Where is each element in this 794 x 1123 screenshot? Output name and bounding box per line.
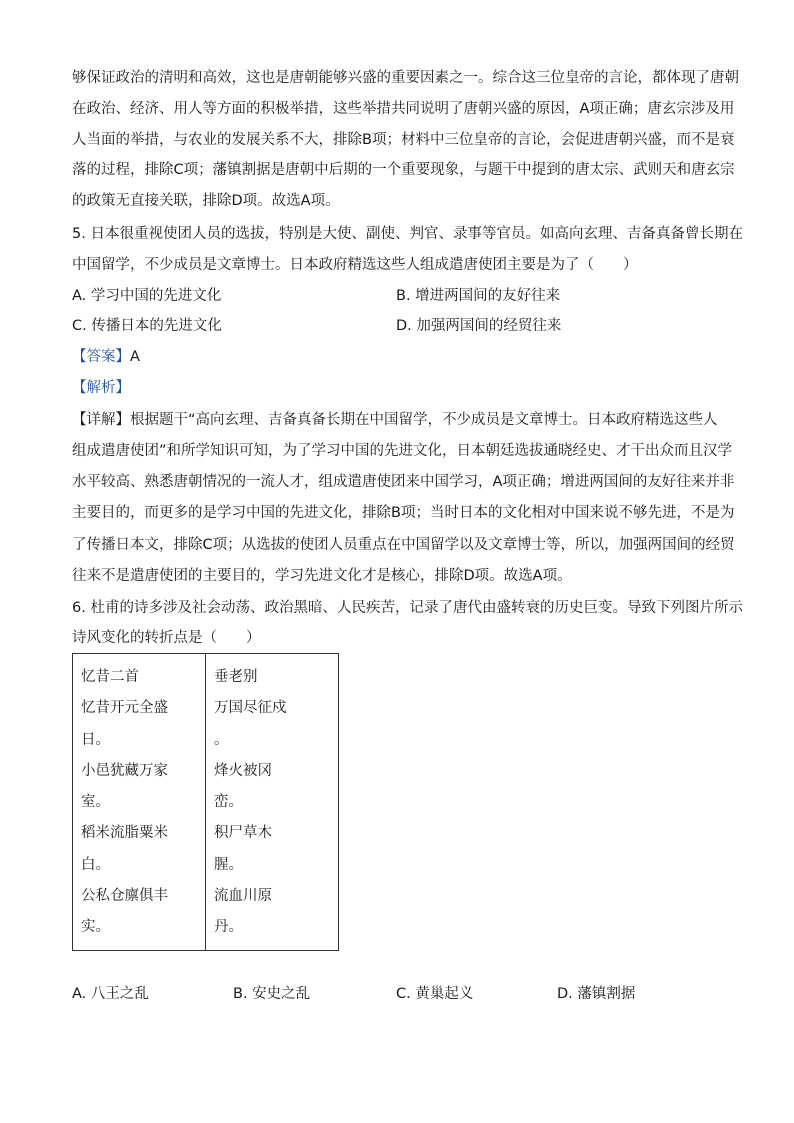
intro-line-2: 在政治、经济、用人等方面的积极举措，这些举措共同说明了唐朝兴盛的原因，A项正确；唐玄宗涉及用	[72, 101, 735, 117]
poem-line: 公私仓廪俱丰	[81, 888, 168, 905]
q5-detail-line-1	[72, 410, 718, 430]
detail-tag: 【详解】	[72, 412, 130, 428]
intro-line-5: 的政策无直接关联，排除D项。故选A项。	[72, 193, 340, 209]
poem-line: 日。	[81, 731, 110, 748]
intro-line-3: 人当面的举措，与农业的发展关系不大，排除B项；材料中三位皇帝的言论，会促进唐朝兴盛，而不是衰	[72, 132, 735, 148]
q5-detail-line-4: 主要目的，而更多的是学习中国的先进文化，排除B项；当时日本的文化相对中国来说不够先进，不是为	[72, 505, 735, 521]
q5-detail-line-3: 水平较高、熟悉唐朝情况的一流人才，组成遣唐使团来中国学习，A项正确；增进两国间的友好往来并非	[72, 474, 735, 490]
q6-option-a: A. 八王之乱	[72, 986, 149, 1002]
poem-table	[72, 653, 339, 951]
answer-tag: 【答案】	[72, 349, 130, 365]
q5-option-a: A. 学习中国的先进文化	[72, 288, 222, 304]
poem-line: 万国尽征戍	[214, 700, 287, 717]
q6-stem-line-1: 6. 杜甫的诗多涉及社会动荡、政治黑暗、人民疾苦，记录了唐代由盛转衰的历史巨变。导致下列图片所示	[72, 600, 743, 616]
q5-option-c: C. 传播日本的先进文化	[72, 318, 222, 334]
poem-line: 峦。	[214, 794, 243, 811]
q6-option-d: D. 藩镇割据	[557, 986, 636, 1002]
poem-line: 白。	[81, 856, 110, 873]
q6-stem-line-2: 诗风变化的转折点是（ ）	[72, 630, 261, 646]
q5-option-b: B. 增进两国间的友好往来	[396, 288, 561, 304]
poem-line: 忆昔二首	[81, 669, 139, 685]
poem-line: 稻米流脂粟米	[81, 825, 168, 842]
poem-line: 积尸草木	[214, 825, 272, 842]
poem-line: 忆昔开元全盛	[81, 700, 168, 717]
q5-option-d: D. 加强两国间的经贸往来	[396, 318, 562, 334]
q5-detail-line-5: 了传播日本文，排除C项；从选拔的使团人员重点在中国留学以及文章博士等，所以，加强两国间的经贸	[72, 537, 735, 553]
poem-line: 实。	[81, 919, 110, 936]
q6-option-c: C. 黄巢起义	[396, 986, 474, 1002]
analysis-tag: 【解析】	[72, 380, 130, 396]
poem-line: 小邑犹藏万家	[81, 762, 168, 779]
q5-stem-line-1: 5. 日本很重视使团人员的选拔，特别是大使、副使、判官、录事等官员。如高向玄理、吉备真备曾长期在	[72, 226, 743, 242]
poem-line: 流血川原	[214, 888, 272, 905]
detail-text: 根据题干“高向玄理、吉备真备长期在中国留学，不少成员是文章博士。日本政府精选这些人	[130, 412, 718, 428]
poem-line: 腥。	[214, 856, 243, 873]
answer-value: A	[130, 349, 140, 365]
poem-cell-right	[206, 654, 339, 951]
intro-line-1: 够保证政治的清明和高效，这也是唐朝能够兴盛的重要因素之一。综合这三位皇帝的言论，都体现了唐朝	[72, 70, 739, 86]
poem-line: 烽火被冈	[214, 762, 272, 779]
q5-detail-line-2: 组成遣唐使团”和所学知识可知，为了学习中国的先进文化，日本朝廷选拔通晓经史、才干出众而且汉学	[72, 443, 733, 459]
poem-line: 丹。	[214, 919, 243, 936]
poem-line: 。	[214, 731, 229, 748]
intro-line-4: 落的过程，排除C项；藩镇割据是唐朝中后期的一个重要现象，与题干中提到的唐太宗、武则天和唐玄宗	[72, 162, 735, 178]
q5-stem-line-2: 中国留学，不少成员是文章博士。日本政府精选这些人组成遣唐使团主要是为了（ ）	[72, 257, 638, 273]
q5-answer-line	[72, 347, 140, 367]
poem-cell-left	[73, 654, 206, 951]
poem-line: 室。	[81, 794, 110, 811]
poem-line: 垂老别	[214, 669, 258, 685]
q6-option-b: B. 安史之乱	[233, 986, 311, 1002]
q5-analysis-line	[72, 378, 130, 398]
q5-detail-line-6: 往来不是遣唐使团的主要目的，学习先进文化才是核心，排除D项。故选A项。	[72, 568, 572, 584]
